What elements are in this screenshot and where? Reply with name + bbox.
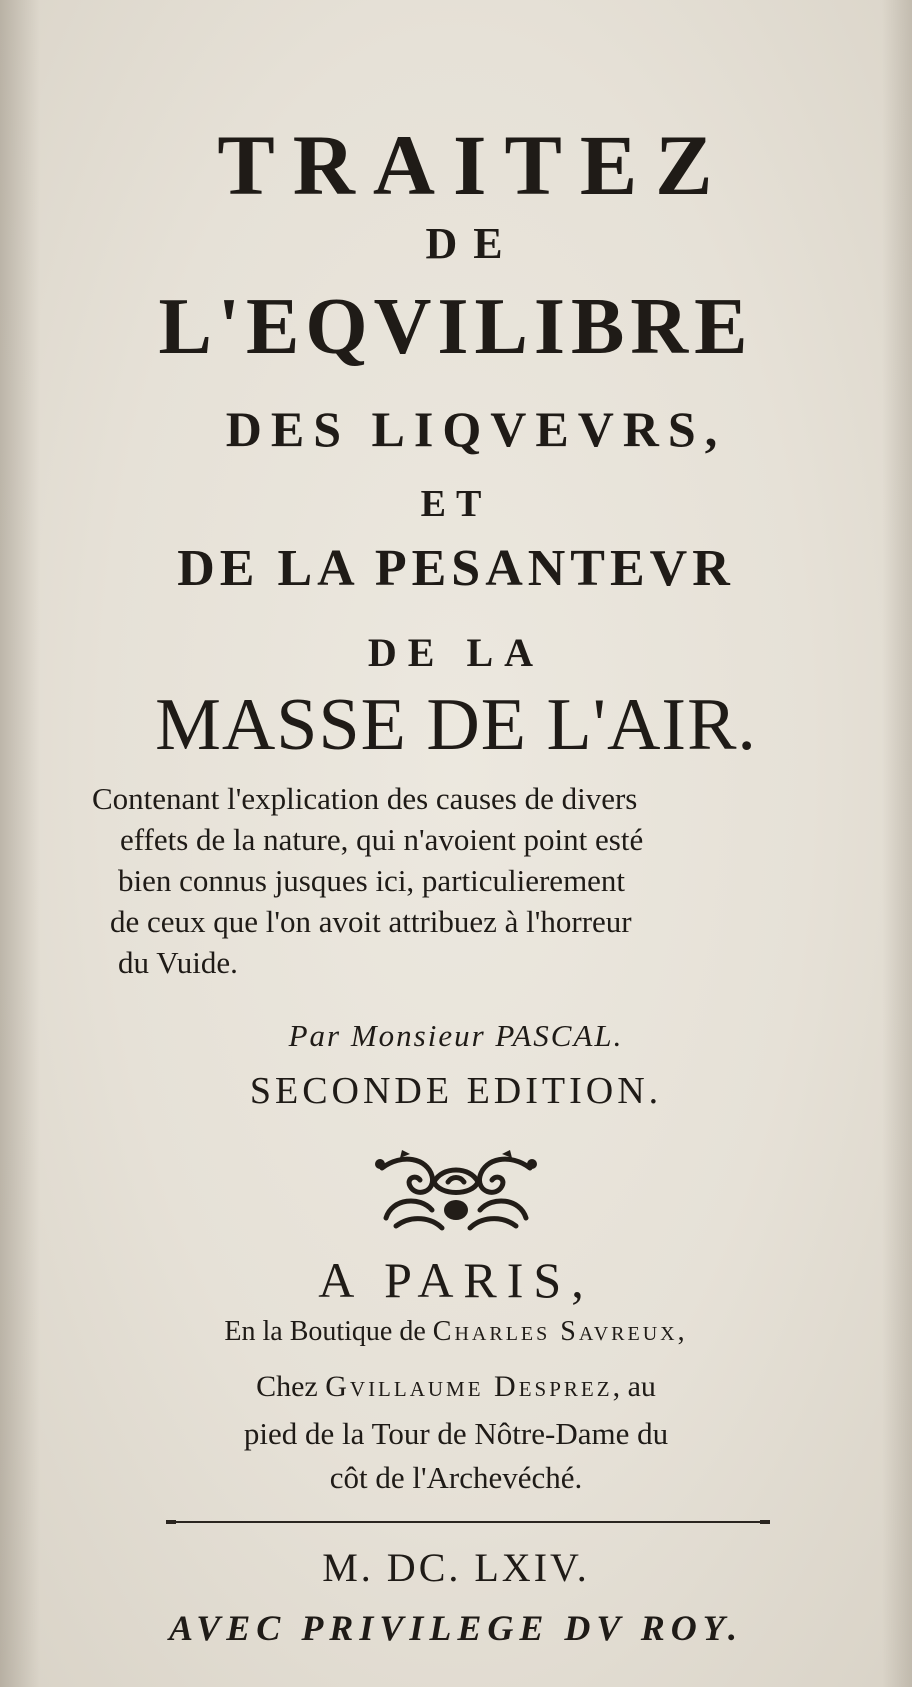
imprint-line-2-name: Gvillaume Desprez xyxy=(325,1370,613,1403)
title-line-de: DE xyxy=(425,219,519,268)
author-line: Par Monsieur PASCAL. xyxy=(288,1018,624,1053)
title-line-liqueurs: DES LIQVEVRS, xyxy=(225,401,727,457)
edition-line: SECONDE EDITION. xyxy=(249,1070,663,1112)
divider-rule xyxy=(166,1521,770,1523)
publication-year: M. DC. LXIV. xyxy=(322,1545,590,1590)
imprint-line-2 xyxy=(0,1372,912,1402)
title-line-pesanteur: DE LA PESANTEVR xyxy=(177,540,735,597)
imprint-line-4: côt de l'Archevéché. xyxy=(329,1460,583,1495)
imprint-city: A PARIS, xyxy=(318,1252,594,1308)
title-line-equilibre: L'EQVILIBRE xyxy=(158,283,754,371)
description-line-3: bien connus jusques ici, particulierement xyxy=(118,863,626,898)
printers-ornament-icon xyxy=(372,1148,540,1232)
imprint-line-1-name: Charles Savreux, xyxy=(432,1316,688,1347)
title-line-et: ET xyxy=(420,483,492,525)
royal-privilege: AVEC PRIVILEGE DV ROY. xyxy=(168,1608,744,1648)
title-line-masse-de-lair: MASSE DE L'AIR. xyxy=(155,684,757,766)
imprint-line-1-prefix: En la Boutique de xyxy=(224,1316,426,1347)
title-line-traitez: TRAITEZ xyxy=(217,117,731,213)
imprint-line-2-suffix: , au xyxy=(612,1370,656,1403)
imprint-line-1 xyxy=(0,1318,912,1346)
imprint-line-2-prefix: Chez xyxy=(256,1370,318,1403)
description-line-5: du Vuide. xyxy=(118,945,238,980)
description-line-2: effets de la nature, qui n'avoient point esté xyxy=(120,822,644,857)
description-line-4: de ceux que l'on avoit attribuez à l'horreur xyxy=(110,904,632,939)
title-line-de-la: DE LA xyxy=(367,630,545,675)
imprint-line-3: pied de la Tour de Nôtre-Dame du xyxy=(243,1416,669,1451)
description-line-1: Contenant l'explication des causes de divers xyxy=(92,781,638,816)
